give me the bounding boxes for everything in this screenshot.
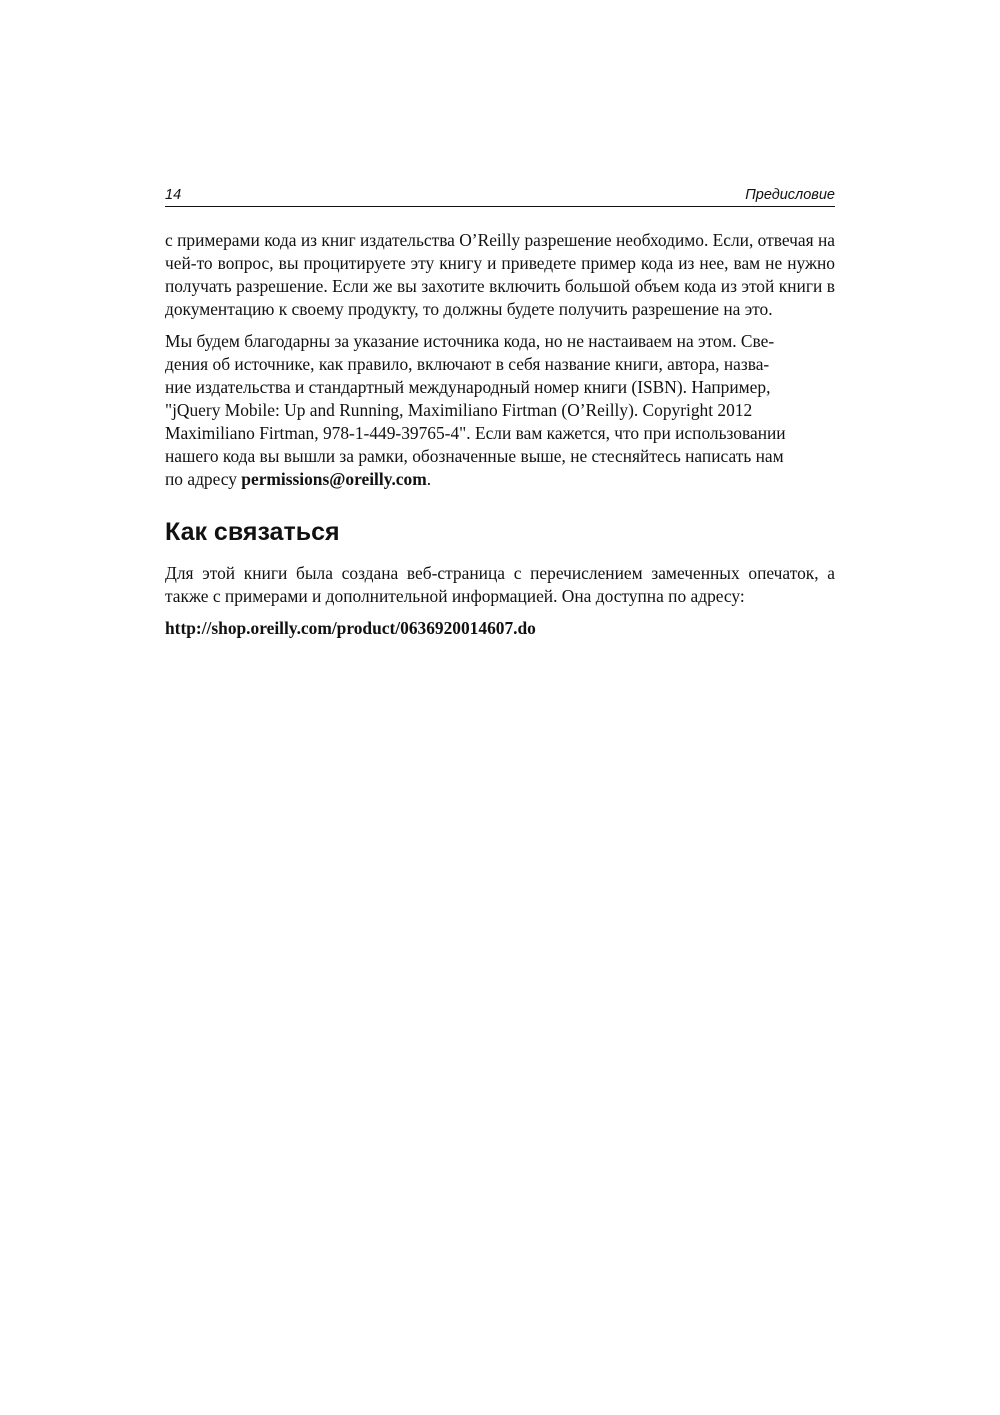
paragraph-contact: Для этой книги была создана веб-страница с перечислением замеченных опечаток, а также с примерами и дополнительной информацией. Она доступна по адресу: bbox=[165, 563, 835, 606]
attribution-line: Мы будем благодарны за указание источника кода, но не настаиваем на этом. Све- bbox=[165, 331, 775, 351]
attribution-line: нашего кода вы вышли за рамки, обозначенные выше, не стесняйтесь написать нам bbox=[165, 446, 784, 466]
body-text bbox=[165, 229, 835, 640]
attribution-line: ние издательства и стандартный международный номер книги (ISBN). Например, bbox=[165, 377, 771, 397]
section-heading: Как связаться bbox=[165, 518, 340, 546]
attribution-last-line bbox=[165, 468, 835, 491]
attribution-line: дения об источнике, как правило, включают в себя название книги, автора, назва- bbox=[165, 354, 770, 374]
paragraph-permissions: с примерами кода из книг издательства O’Reilly разрешение необходимо. Если, отвечая на чей-то вопрос, вы процитируете эту книгу и приведете пример кода из нее, вам не нужно получать разрешение. Если же вы захотите включить большой объем кода из этой книги в документацию к своему продукту, то должны будете получить разрешение на это. bbox=[165, 230, 835, 319]
permissions-email-link[interactable]: permissions@oreilly.com bbox=[241, 469, 427, 489]
attribution-prefix: по адресу bbox=[165, 469, 242, 489]
running-header bbox=[165, 186, 835, 207]
book-page bbox=[165, 186, 835, 640]
attribution-line: Maximiliano Firtman, 978-1-449-39765-4". Если вам кажется, что при использовании bbox=[165, 423, 786, 443]
attribution-line: "jQuery Mobile: Up and Running, Maximiliano Firtman (O’Reilly). Copyright 2012 bbox=[165, 400, 753, 420]
page-number: 14 bbox=[165, 187, 182, 203]
attribution-suffix: . bbox=[426, 469, 432, 489]
product-page-link[interactable]: http://shop.oreilly.com/product/0636920014607.do bbox=[165, 618, 536, 638]
chapter-title: Предисловие bbox=[745, 187, 835, 203]
paragraph-attribution bbox=[165, 330, 835, 491]
